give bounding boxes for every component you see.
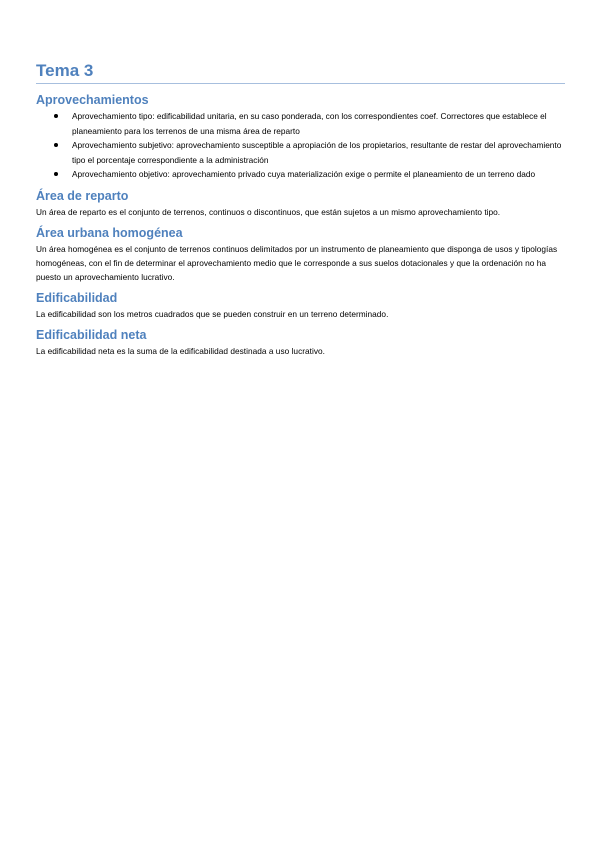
- section-text-area-urbana: Un área homogénea es el conjunto de terrenos continuos delimitados por un instrumento de planeamiento que disponga de usos y tipologías homogéneas, con el fin de determinar el aprovechamiento medio que le corresponde a sus suelos dotacionales y que la ordenación no ha puesto un aprovechamiento lucrativo.: [36, 243, 558, 282]
- section-aprovechamientos: [36, 93, 565, 182]
- list-item: [36, 167, 565, 182]
- section-edificabilidad-neta: [36, 328, 565, 358]
- list-item-text: Aprovechamiento subjetivo: aprovechamiento susceptible a apropiación de los propietarios, resultante de restar del aprovechamiento tipo el porcentaje correspondiente a la administración: [72, 140, 562, 165]
- section-heading-edificabilidad: Edificabilidad: [36, 290, 118, 305]
- bullet-icon: [54, 143, 58, 147]
- section-heading-area-reparto: Área de reparto: [36, 188, 129, 203]
- section-text-edificabilidad-neta: La edificabilidad neta es la suma de la edificabilidad destinada a uso lucrativo.: [36, 345, 325, 356]
- list-item: [36, 109, 565, 138]
- document-page: [36, 60, 565, 358]
- section-heading-area-urbana: Área urbana homogénea: [36, 225, 183, 240]
- aprovechamientos-list: [36, 109, 565, 182]
- list-item: [36, 138, 565, 167]
- list-item-text: Aprovechamiento tipo: edificabilidad unitaria, en su caso ponderada, con los correspondientes coef. Correctores que establece el planeamiento para los terrenos de una misma área de reparto: [72, 111, 547, 136]
- bullet-icon: [54, 114, 58, 118]
- section-area-reparto: [36, 189, 565, 219]
- list-item-text: Aprovechamiento objetivo: aprovechamiento privado cuya materialización exige o permite el planeamiento de un terreno dado: [72, 169, 536, 179]
- section-heading-edificabilidad-neta: Edificabilidad neta: [36, 327, 147, 342]
- section-edificabilidad: [36, 291, 565, 321]
- bullet-icon: [54, 172, 58, 176]
- section-heading-aprovechamientos: Aprovechamientos: [36, 93, 149, 107]
- section-text-area-reparto: Un área de reparto es el conjunto de terrenos, continuos o discontinuos, que están sujetos a un mismo aprovechamiento tipo.: [36, 206, 501, 217]
- section-text-edificabilidad: La edificabilidad son los metros cuadrados que se pueden construir en un terreno determinado.: [36, 308, 389, 319]
- section-area-urbana: [36, 226, 565, 284]
- page-title: Tema 3: [36, 60, 565, 84]
